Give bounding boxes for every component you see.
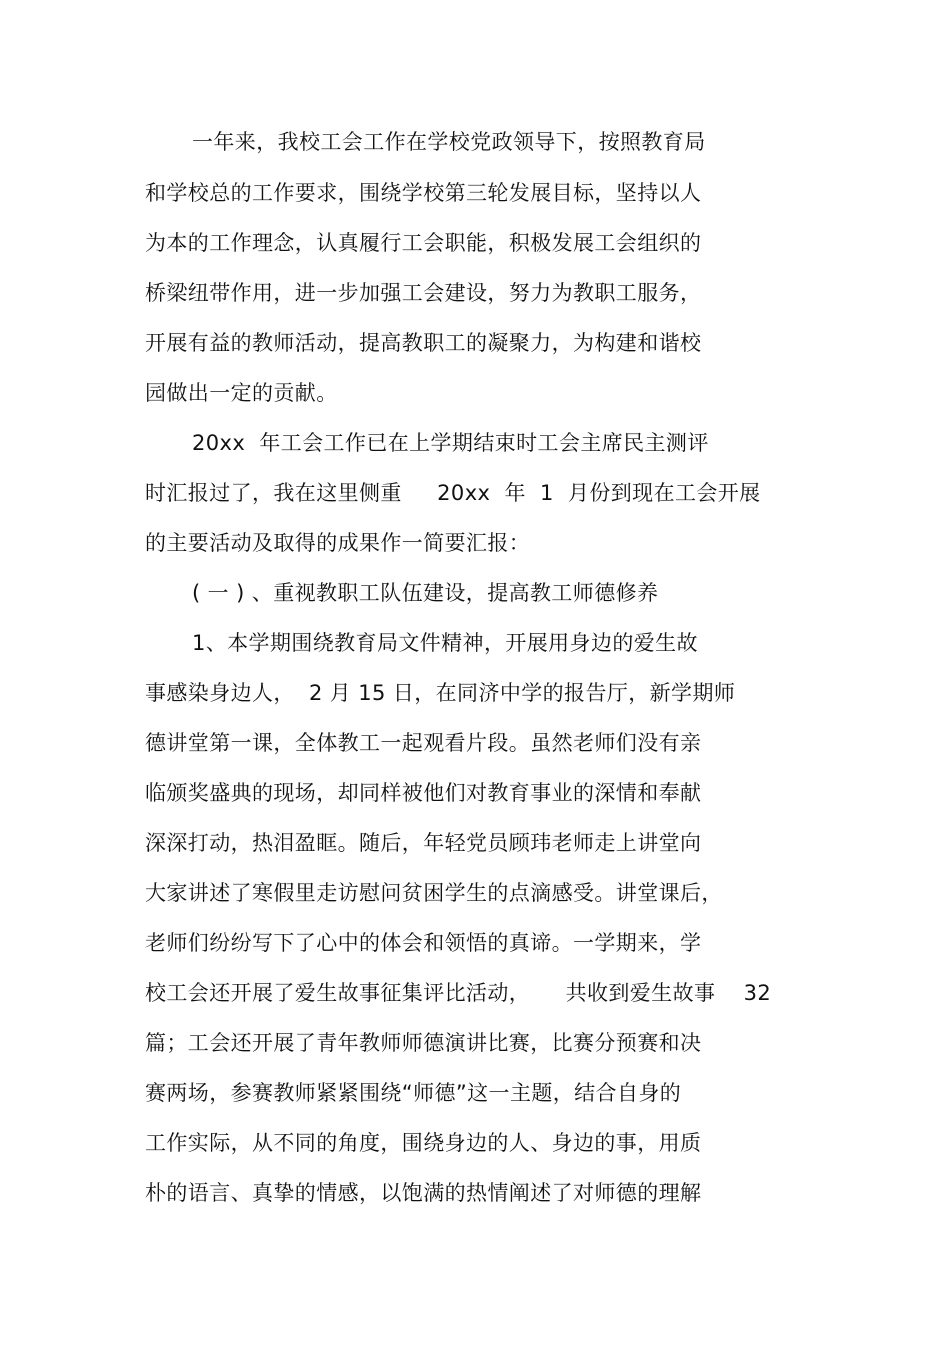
text-line: 工作实际，从不同的角度，围绕身边的人、身边的事，用质 (145, 1131, 702, 1155)
text-line: 开展有益的教师活动，提高教职工的凝聚力，为构建和谐校 (145, 331, 702, 355)
text-line: 时汇报过了，我在这里侧重 20xx 年 1 月份到现在工会开展 (145, 481, 761, 505)
section-heading: ( 一 ) 、重视教职工队伍建设，提高教工师德修养 (192, 581, 659, 605)
text-line: 赛两场，参赛教师紧紧围绕“师德”这一主题，结合自身的 (145, 1081, 682, 1105)
text-line: 篇；工会还开展了青年教师师德演讲比赛，比赛分预赛和决 (145, 1031, 702, 1055)
text-line: 一年来，我校工会工作在学校党政领导下，按照教育局 (192, 130, 706, 154)
text-line: 德讲堂第一课，全体教工一起观看片段。虽然老师们没有亲 (145, 731, 702, 755)
text-line: 深深打动，热泪盈眶。随后，年轻党员顾玮老师走上讲堂向 (145, 831, 702, 855)
text-line: 园做出一定的贡献。 (145, 381, 338, 405)
text-line: 的主要活动及取得的成果作一简要汇报： (145, 531, 531, 555)
text-line: 大家讲述了寒假里走访慰问贫困学生的点滴感受。讲堂课后， (145, 881, 723, 905)
text-line: 为本的工作理念，认真履行工会职能，积极发展工会组织的 (145, 231, 702, 255)
text-line: 事感染身边人， 2 月 15 日，在同济中学的报告厅，新学期师 (145, 681, 736, 705)
text-line: 老师们纷纷写下了心中的体会和领悟的真谛。一学期来，学 (145, 931, 702, 955)
text-line: 20xx 年工会工作已在上学期结束时工会主席民主测评 (192, 431, 709, 455)
text-line: 校工会还开展了爱生故事征集评比活动， 共收到爱生故事 32 (145, 981, 772, 1005)
text-line: 和学校总的工作要求，围绕学校第三轮发展目标，坚持以人 (145, 181, 702, 205)
text-line: 朴的语言、真挚的情感，以饱满的热情阐述了对师德的理解 (145, 1181, 702, 1205)
text-line: 桥梁纽带作用，进一步加强工会建设，努力为教职工服务， (145, 281, 702, 305)
text-line: 1、本学期围绕教育局文件精神，开展用身边的爱生故 (192, 631, 698, 655)
text-line: 临颁奖盛典的现场，却同样被他们对教育事业的深情和奉献 (145, 781, 702, 805)
